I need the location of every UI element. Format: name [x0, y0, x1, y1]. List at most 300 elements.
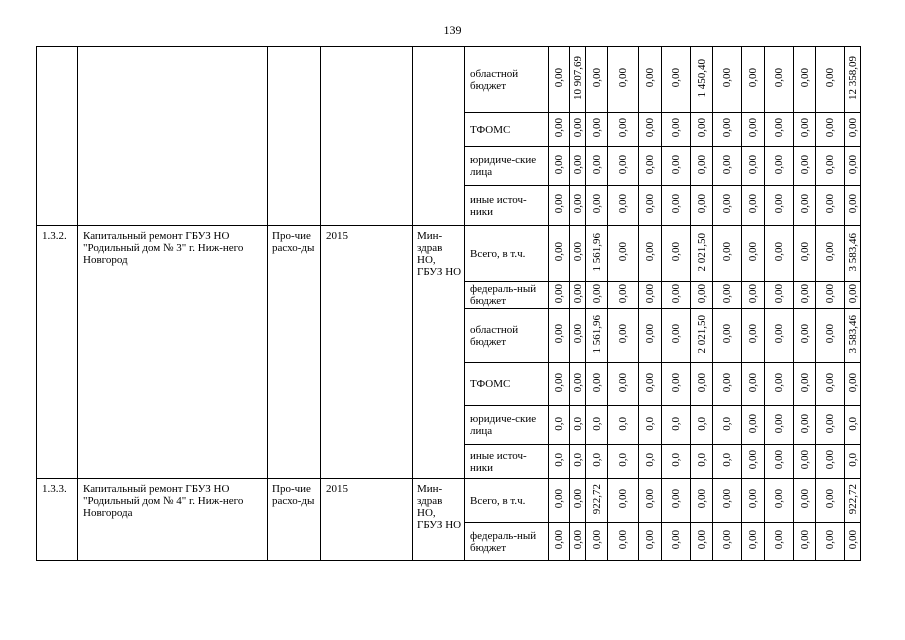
value-cell	[845, 47, 861, 113]
value-text: 0,0	[721, 416, 733, 431]
value-cell	[691, 226, 713, 282]
value-text: 0,0	[571, 453, 584, 467]
value-text: 0,00	[846, 530, 859, 550]
value-text: 0,0	[644, 453, 656, 467]
value-cell	[713, 226, 742, 282]
value-cell	[586, 282, 608, 309]
value-text: 1 561,96	[590, 314, 603, 354]
value-cell	[845, 309, 861, 363]
value-cell	[608, 226, 639, 282]
value-text: 3 583,46	[846, 314, 859, 354]
value-cell	[742, 186, 765, 226]
value-cell	[608, 282, 639, 309]
value-cell	[549, 147, 570, 186]
value-text: 0,00	[747, 283, 759, 304]
value-cell	[639, 406, 662, 445]
value-cell	[816, 363, 845, 406]
value-cell	[662, 406, 691, 445]
funding-source-cell: иные источ-ники	[465, 186, 549, 226]
value-text: 0,00	[553, 242, 565, 262]
value-cell	[639, 363, 662, 406]
value-cell	[608, 147, 639, 186]
value-cell	[639, 47, 662, 113]
value-cell	[765, 445, 794, 479]
value-text: 0,0	[721, 453, 733, 467]
funding-source-cell: ТФОМС	[465, 113, 549, 147]
value-text: 0,00	[644, 242, 656, 262]
value-text: 0,00	[644, 489, 656, 509]
value-text: 0,00	[644, 324, 656, 344]
value-text: 0,00	[721, 283, 733, 304]
value-text: 1 561,96	[590, 232, 603, 272]
value-cell	[608, 47, 639, 113]
value-text: 0,00	[773, 413, 785, 434]
value-text: 0,00	[617, 489, 629, 509]
value-text: 0,00	[695, 194, 708, 214]
value-cell	[691, 309, 713, 363]
value-text: 0,00	[773, 324, 785, 344]
value-cell	[845, 363, 861, 406]
value-text: 0,00	[798, 324, 811, 344]
value-cell	[549, 47, 570, 113]
value-cell	[570, 479, 586, 523]
value-text: 0,00	[721, 242, 733, 262]
value-text: 0,0	[553, 416, 565, 431]
value-text: 0,00	[824, 450, 836, 470]
value-cell	[816, 309, 845, 363]
value-cell	[845, 282, 861, 309]
value-cell	[586, 226, 608, 282]
value-cell	[845, 147, 861, 186]
value-text: 0,00	[590, 154, 603, 175]
value-text: 0,00	[773, 242, 785, 262]
value-cell	[570, 47, 586, 113]
value-text: 0,00	[798, 118, 811, 138]
value-cell	[570, 363, 586, 406]
value-text: 0,00	[695, 489, 708, 509]
value-cell	[713, 113, 742, 147]
value-cell	[570, 445, 586, 479]
value-text: 0,00	[824, 283, 836, 304]
value-cell	[662, 186, 691, 226]
value-cell	[662, 363, 691, 406]
value-cell	[742, 47, 765, 113]
value-text: 0,00	[695, 154, 708, 175]
value-text: 0,00	[571, 530, 584, 550]
value-cell	[586, 113, 608, 147]
expense-type-cell: Про-чие расхо-ды	[268, 226, 321, 479]
item-name-cell: Капитальный ремонт ГБУЗ НО "Родильный дом № 3" г. Ниж-него Новгород	[78, 226, 268, 479]
value-cell	[765, 186, 794, 226]
value-cell	[742, 406, 765, 445]
value-cell	[816, 523, 845, 561]
funding-source-cell: федераль-ный бюджет	[465, 523, 549, 561]
funding-source-cell: юридиче-ские лица	[465, 406, 549, 445]
value-text: 0,00	[798, 154, 811, 175]
value-text: 0,00	[747, 450, 759, 470]
value-text: 0,00	[590, 372, 603, 393]
value-text: 10 907,69	[571, 56, 584, 100]
value-cell	[570, 282, 586, 309]
value-text: 0,0	[571, 416, 584, 431]
value-cell	[608, 363, 639, 406]
value-text: 0,00	[747, 413, 759, 434]
value-text: 0,00	[721, 489, 733, 509]
value-text: 0,00	[824, 530, 836, 550]
value-cell	[816, 186, 845, 226]
value-cell	[691, 445, 713, 479]
value-cell	[608, 113, 639, 147]
value-cell	[691, 147, 713, 186]
value-text: 0,00	[721, 194, 733, 214]
value-cell	[713, 147, 742, 186]
value-text: 0,00	[571, 489, 584, 509]
value-text: 0,00	[824, 154, 836, 175]
funding-source-cell: федераль-ный бюджет	[465, 282, 549, 309]
value-text: 0,00	[670, 154, 682, 175]
value-text: 0,0	[617, 453, 629, 467]
value-text: 0,00	[644, 283, 656, 304]
value-text: 0,0	[670, 453, 682, 467]
value-cell	[691, 523, 713, 561]
value-text: 0,00	[721, 530, 733, 550]
value-cell	[662, 147, 691, 186]
value-text: 0,00	[747, 194, 759, 214]
value-text: 0,00	[721, 154, 733, 175]
value-cell	[691, 113, 713, 147]
value-text: 0,00	[695, 283, 708, 304]
value-cell	[713, 479, 742, 523]
value-text: 0,00	[553, 194, 565, 214]
value-text: 0,00	[846, 372, 859, 393]
value-cell	[549, 282, 570, 309]
value-text: 0,00	[670, 118, 682, 138]
value-text: 0,00	[617, 154, 629, 175]
value-text: 0,00	[747, 324, 759, 344]
value-cell	[816, 406, 845, 445]
value-cell	[845, 406, 861, 445]
value-text: 0,00	[670, 283, 682, 304]
value-cell	[639, 226, 662, 282]
value-cell	[742, 226, 765, 282]
funding-source-cell: юридиче-ские лица	[465, 147, 549, 186]
value-text: 0,00	[773, 530, 785, 550]
value-text: 0,0	[846, 416, 859, 431]
value-text: 0,00	[617, 194, 629, 214]
value-text: 0,0	[644, 416, 656, 431]
item-number-cell: 1.3.2.	[37, 226, 78, 479]
value-cell	[662, 523, 691, 561]
value-cell	[639, 523, 662, 561]
value-cell	[570, 113, 586, 147]
value-text: 0,00	[590, 530, 603, 550]
value-text: 0,00	[571, 324, 584, 344]
executor-cell: Мин-здрав НО, ГБУЗ НО	[413, 479, 465, 561]
value-cell	[691, 479, 713, 523]
value-cell	[639, 113, 662, 147]
value-cell	[742, 113, 765, 147]
value-text: 0,00	[824, 413, 836, 434]
value-cell	[765, 406, 794, 445]
value-cell	[845, 226, 861, 282]
value-cell	[765, 309, 794, 363]
value-cell	[570, 523, 586, 561]
value-text: 0,00	[617, 242, 629, 262]
value-text: 2 021,50	[695, 232, 708, 272]
value-cell	[549, 113, 570, 147]
value-cell	[794, 113, 816, 147]
value-cell	[639, 445, 662, 479]
value-cell	[794, 282, 816, 309]
value-text: 0,00	[571, 372, 584, 393]
value-cell	[816, 226, 845, 282]
value-cell	[742, 479, 765, 523]
value-text: 0,00	[571, 242, 584, 262]
value-cell	[586, 479, 608, 523]
value-cell	[662, 445, 691, 479]
value-text: 0,00	[553, 372, 565, 393]
value-text: 0,00	[824, 194, 836, 214]
executor-cell: Мин-здрав НО, ГБУЗ НО	[413, 226, 465, 479]
item-name-cell: Капитальный ремонт ГБУЗ НО "Родильный дом № 4" г. Ниж-него Новгорода	[78, 479, 268, 561]
value-cell	[639, 479, 662, 523]
value-cell	[765, 113, 794, 147]
value-text: 0,00	[798, 530, 811, 550]
value-text: 0,00	[747, 242, 759, 262]
value-cell	[713, 406, 742, 445]
value-text: 0,00	[747, 489, 759, 509]
value-text: 0,00	[571, 154, 584, 175]
value-cell	[586, 147, 608, 186]
table-row	[37, 226, 861, 282]
funding-source-cell: иные источ-ники	[465, 445, 549, 479]
item-number-cell	[37, 47, 78, 226]
value-text: 0,00	[644, 530, 656, 550]
funding-source-cell: областной бюджет	[465, 47, 549, 113]
funding-source-cell: областной бюджет	[465, 309, 549, 363]
value-text: 0,00	[617, 324, 629, 344]
funding-source-cell: Всего, в т.ч.	[465, 479, 549, 523]
value-cell	[713, 186, 742, 226]
value-cell	[765, 226, 794, 282]
year-cell: 2015	[321, 226, 413, 479]
value-cell	[765, 479, 794, 523]
value-cell	[742, 363, 765, 406]
value-cell	[691, 282, 713, 309]
value-text: 0,0	[695, 416, 708, 431]
budget-table-body	[37, 47, 861, 561]
value-text: 0,00	[773, 489, 785, 509]
value-text: 0,00	[670, 324, 682, 344]
value-text: 0,00	[747, 154, 759, 175]
value-cell	[765, 147, 794, 186]
value-cell	[549, 186, 570, 226]
value-cell	[662, 47, 691, 113]
value-cell	[662, 309, 691, 363]
value-cell	[570, 309, 586, 363]
table-row	[37, 479, 861, 523]
value-cell	[608, 186, 639, 226]
value-text: 0,00	[773, 68, 785, 88]
value-cell	[794, 147, 816, 186]
value-text: 0,0	[670, 416, 682, 431]
value-text: 0,00	[798, 372, 811, 393]
value-text: 0,00	[670, 242, 682, 262]
value-cell	[794, 479, 816, 523]
value-text: 0,00	[670, 530, 682, 550]
value-text: 0,00	[590, 194, 603, 214]
value-cell	[608, 479, 639, 523]
value-text: 0,00	[571, 118, 584, 138]
value-cell	[662, 226, 691, 282]
value-cell	[691, 47, 713, 113]
value-cell	[570, 147, 586, 186]
value-cell	[608, 445, 639, 479]
value-cell	[794, 445, 816, 479]
value-text: 0,00	[553, 118, 565, 138]
page-number: 139	[443, 23, 462, 37]
value-text: 0,00	[721, 68, 733, 88]
value-cell	[586, 363, 608, 406]
year-cell: 2015	[321, 479, 413, 561]
value-cell	[742, 147, 765, 186]
value-cell	[845, 523, 861, 561]
value-cell	[549, 226, 570, 282]
value-text: 0,00	[798, 68, 811, 88]
value-text: 0,00	[644, 372, 656, 393]
value-text: 0,00	[747, 118, 759, 138]
value-text: 0,00	[670, 372, 682, 393]
value-cell	[794, 523, 816, 561]
value-text: 0,00	[773, 283, 785, 304]
value-text: 0,00	[670, 489, 682, 509]
value-cell	[816, 282, 845, 309]
value-cell	[713, 47, 742, 113]
value-text: 0,00	[553, 324, 565, 344]
value-cell	[794, 226, 816, 282]
value-cell	[765, 523, 794, 561]
value-text: 0,00	[553, 68, 565, 88]
value-cell	[639, 147, 662, 186]
funding-source-cell: ТФОМС	[465, 363, 549, 406]
value-cell	[765, 47, 794, 113]
value-text: 0,00	[644, 154, 656, 175]
year-cell	[321, 47, 413, 226]
expense-type-cell: Про-чие расхо-ды	[268, 479, 321, 561]
value-text: 0,00	[824, 372, 836, 393]
value-text: 0,00	[846, 154, 859, 175]
funding-source-cell: Всего, в т.ч.	[465, 226, 549, 282]
value-cell	[845, 186, 861, 226]
value-cell	[586, 186, 608, 226]
value-cell	[713, 523, 742, 561]
value-cell	[549, 445, 570, 479]
value-cell	[742, 523, 765, 561]
value-text: 1 450,40	[695, 58, 708, 98]
value-text: 922,72	[590, 483, 603, 515]
value-text: 0,00	[747, 530, 759, 550]
expense-type-cell	[268, 47, 321, 226]
value-text: 0,00	[773, 194, 785, 214]
value-cell	[713, 363, 742, 406]
value-cell	[586, 445, 608, 479]
value-cell	[570, 406, 586, 445]
value-cell	[816, 47, 845, 113]
item-number-cell: 1.3.3.	[37, 479, 78, 561]
value-cell	[549, 363, 570, 406]
value-text: 0,00	[773, 118, 785, 138]
value-text: 0,00	[824, 68, 836, 88]
value-cell	[765, 363, 794, 406]
value-text: 3 583,46	[846, 232, 859, 272]
value-text: 2 021,50	[695, 314, 708, 354]
value-cell	[742, 445, 765, 479]
value-text: 0,00	[590, 118, 603, 138]
value-cell	[845, 479, 861, 523]
value-cell	[570, 226, 586, 282]
value-cell	[691, 186, 713, 226]
value-cell	[586, 309, 608, 363]
value-text: 0,00	[670, 194, 682, 214]
value-text: 0,00	[617, 283, 629, 304]
value-text: 0,00	[617, 68, 629, 88]
value-text: 0,00	[773, 450, 785, 470]
value-text: 922,72	[846, 483, 859, 515]
value-cell	[713, 309, 742, 363]
value-cell	[639, 309, 662, 363]
value-cell	[794, 186, 816, 226]
value-text: 0,00	[846, 283, 859, 304]
value-cell	[794, 406, 816, 445]
value-text: 0,00	[553, 489, 565, 509]
value-text: 0,00	[721, 324, 733, 344]
value-cell	[570, 186, 586, 226]
value-text: 0,00	[747, 68, 759, 88]
value-text: 0,00	[721, 372, 733, 393]
value-cell	[713, 282, 742, 309]
value-text: 0,00	[798, 283, 811, 304]
value-cell	[742, 309, 765, 363]
value-text: 0,00	[824, 489, 836, 509]
value-text: 0,00	[553, 283, 565, 304]
value-text: 0,0	[553, 453, 565, 467]
value-text: 0,00	[644, 118, 656, 138]
value-cell	[845, 445, 861, 479]
value-cell	[713, 445, 742, 479]
value-text: 0,00	[553, 154, 565, 175]
value-text: 0,00	[824, 118, 836, 138]
item-name-cell	[78, 47, 268, 226]
value-cell	[639, 282, 662, 309]
value-cell	[608, 523, 639, 561]
value-cell	[742, 282, 765, 309]
value-text: 0,00	[670, 68, 682, 88]
value-text: 0,00	[824, 242, 836, 262]
value-text: 0,00	[824, 324, 836, 344]
value-text: 0,00	[695, 372, 708, 393]
value-cell	[662, 479, 691, 523]
value-text: 0,00	[617, 530, 629, 550]
value-text: 0,00	[721, 118, 733, 138]
value-cell	[586, 406, 608, 445]
value-cell	[662, 282, 691, 309]
value-text: 0,00	[798, 242, 811, 262]
value-cell	[816, 147, 845, 186]
value-cell	[794, 47, 816, 113]
value-cell	[549, 479, 570, 523]
value-text: 0,0	[590, 416, 603, 431]
value-cell	[662, 113, 691, 147]
